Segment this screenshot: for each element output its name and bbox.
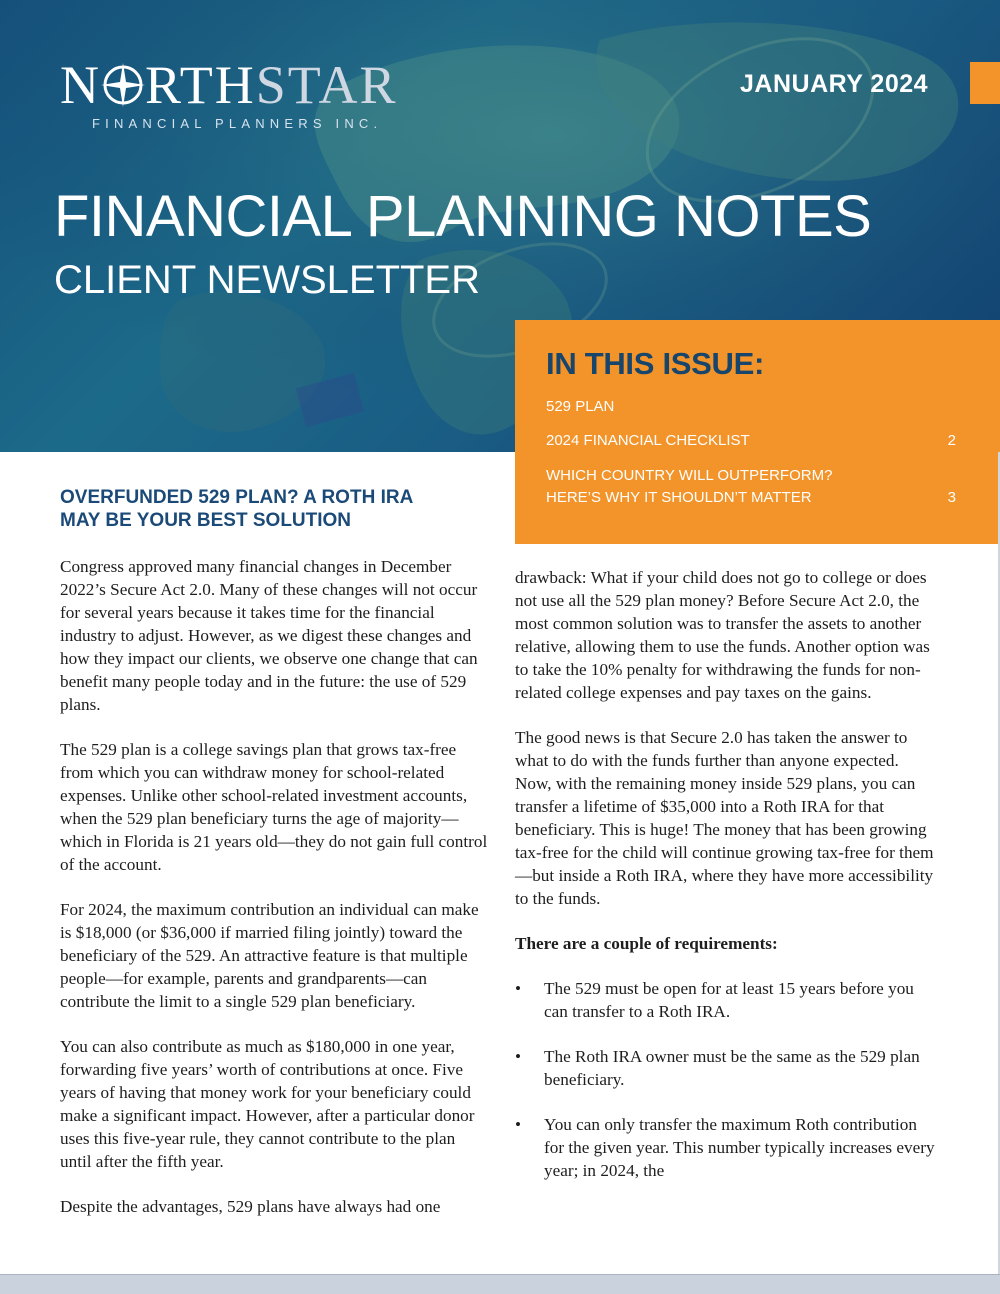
toc-item-line: HERE’S WHY IT SHOULDN’T MATTER (546, 489, 812, 506)
bullet-icon: • (515, 979, 522, 998)
newsletter-subtitle: CLIENT NEWSLETTER (54, 258, 480, 302)
page-bottom-edge (0, 1274, 1000, 1294)
article-column-right (515, 566, 935, 1204)
toc-page-number: 2 (947, 432, 956, 449)
logo-letters-star: STAR (255, 55, 398, 115)
list-item (515, 1045, 935, 1091)
in-this-issue-box (515, 320, 1000, 544)
bullet-icon: • (515, 1115, 522, 1134)
issue-date: JANUARY 2024 (740, 70, 929, 98)
article-paragraph: For 2024, the maximum contribution an individual can make is $18,000 (or $36,000 if married filing jointly) toward the beneficiary of the 529. An attractive feature is that multiple people—for example, parents and grandparents—can contribute the limit to a single 529 plan beneficiary. (60, 900, 479, 1011)
requirement-text: The Roth IRA owner must be the same as the 529 plan beneficiary. (544, 1047, 920, 1089)
article-paragraph: drawback: What if your child does not go to college or does not use all the 529 plan money? Before Secure Act 2.0, the most common solution was to transfer the assets to another relative, allowing them to use the funds. Another option was to take the 10% penalty for withdrawing the funds for non-related college expenses and pay taxes on the gains. (515, 568, 930, 702)
requirements-heading: There are a couple of requirements: (515, 934, 778, 953)
requirements-list (515, 977, 935, 1182)
article-column-left (60, 555, 490, 1240)
article-paragraph: The 529 plan is a college savings plan that grows tax-free from which you can withdraw money for school-related expenses. Unlike other school-related investment accounts, when the 529 plan beneficiary turns the age of majority—which in Florida is 21 years old—they do not gain full control of the account. (60, 740, 488, 874)
toc-page-number: 3 (947, 489, 956, 506)
toc-item-529-plan[interactable]: 529 PLAN (546, 398, 615, 415)
northstar-logo (60, 55, 398, 115)
article-paragraph: Congress approved many financial changes in December 2022’s Secure Act 2.0. Many of these changes will not occur for several years because it takes time for the financial industry to adjust. However, as we digest these changes and how they impact our clients, we observe one change that can benefit many people today and in the future: the use of 529 plans. (60, 557, 478, 714)
article-paragraph: You can also contribute as much as $180,000 in one year, forwarding five years’ worth of contributions at once. Five years of having that money work for your beneficiary could make a significant impact. However, after a particular donor uses this five-year rule, they cannot contribute to the plan until after the fifth year. (60, 1037, 475, 1171)
compass-star-icon (101, 63, 145, 107)
newsletter-title: FINANCIAL PLANNING NOTES (54, 184, 872, 249)
toc-item-line: WHICH COUNTRY WILL OUTPERFORM? (546, 467, 833, 484)
logo-letter-n: N (60, 55, 101, 115)
headline-line: MAY BE YOUR BEST SOLUTION (60, 510, 352, 531)
requirement-text: The 529 must be open for at least 15 years before you can transfer to a Roth IRA. (544, 979, 914, 1021)
toc-heading: IN THIS ISSUE: (546, 346, 764, 381)
list-item (515, 977, 935, 1023)
requirement-text: You can only transfer the maximum Roth contribution for the given year. This number typically increases every year; in 2024, the (544, 1115, 935, 1180)
toc-item-which-country[interactable] (546, 465, 956, 509)
list-item (515, 1113, 935, 1182)
date-accent-tab (970, 62, 1000, 104)
headline-line: OVERFUNDED 529 PLAN? A ROTH IRA (60, 487, 414, 508)
article-paragraph: Despite the advantages, 529 plans have always had one (60, 1197, 441, 1216)
article-paragraph: The good news is that Secure 2.0 has taken the answer to what to do with the funds further than anyone expected. Now, with the remaining money inside 529 plans, you can transfer a lifetime of $35,000 into a Roth IRA for that beneficiary. This is huge! The money that has been growing tax-free for the child will continue growing tax-free for them—but inside a Roth IRA, where they have more accessibility to the funds. (515, 728, 934, 908)
toc-item-financial-checklist[interactable]: 2024 FINANCIAL CHECKLIST (546, 432, 750, 449)
article-headline (60, 486, 480, 532)
logo-letters-rth: RTH (145, 55, 256, 115)
logo-subtitle: FINANCIAL PLANNERS INC. (92, 116, 383, 131)
bullet-icon: • (515, 1047, 522, 1066)
